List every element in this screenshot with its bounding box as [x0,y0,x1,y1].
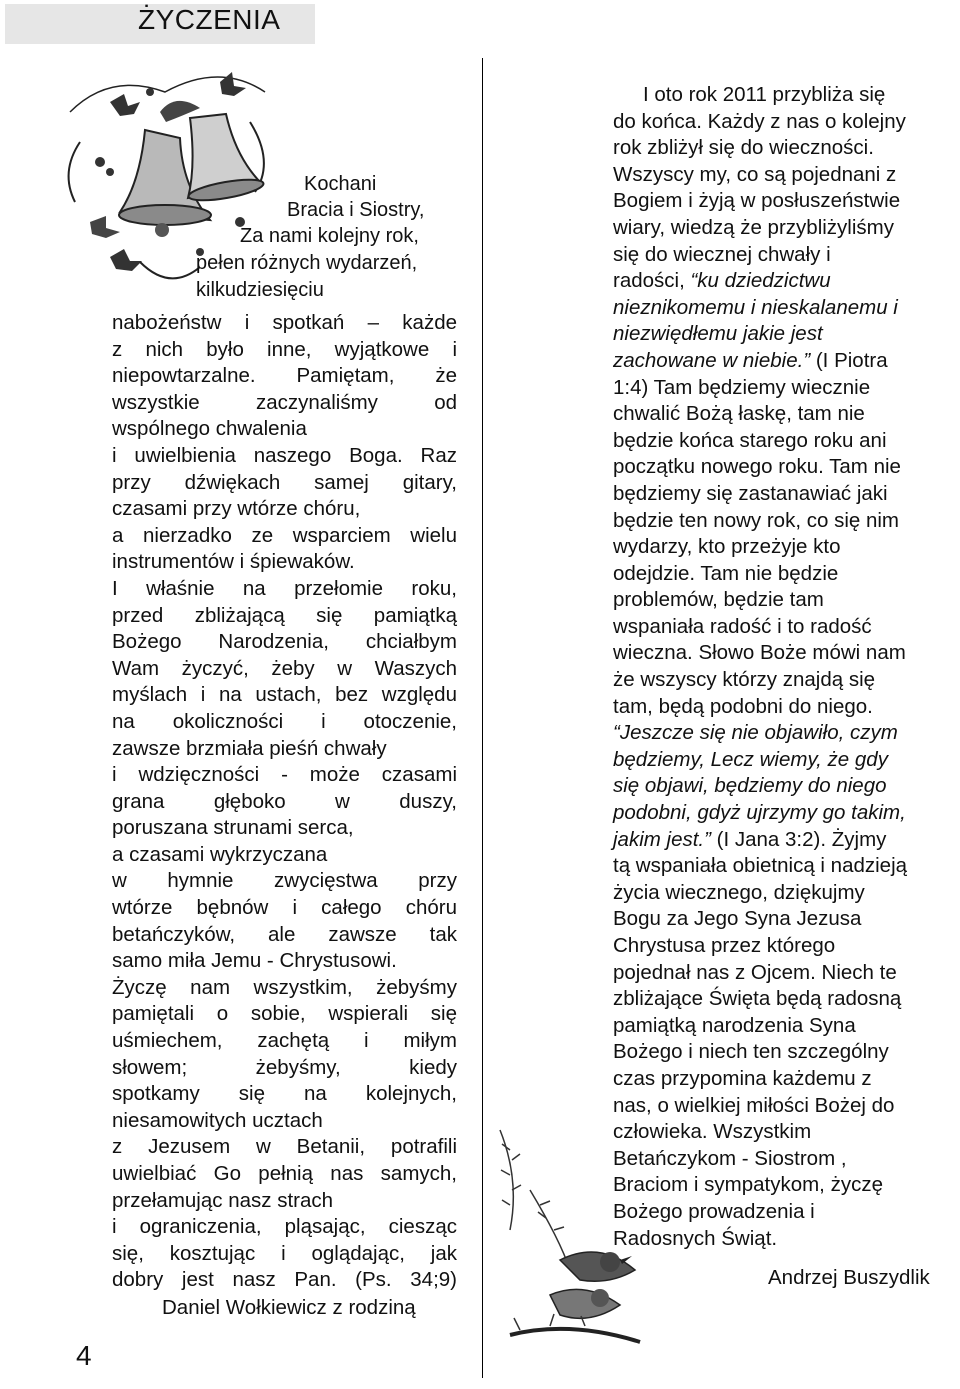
text-line: Bożego i niech ten szczególny [613,1040,889,1064]
left-signature: Daniel Wołkiewicz z rodziną [162,1296,416,1319]
quote-text: zachowane w niebie.” [613,348,811,372]
quote-text: jakim jest.” [613,827,711,851]
text-line: niepowtarzalne. Pamiętam, że [112,364,457,388]
greeting-line: Za nami kolejny rok, [240,225,419,247]
text-line: grana głęboko w duszy, [112,789,457,813]
text-line: życia wiecznego, dziękujmy [613,880,865,904]
right-column-text [613,82,956,1252]
text-line: się do wiecznej chwały i [613,242,831,266]
text-span: radości, [613,269,691,293]
text-line [613,720,956,747]
text-line: rok zbliżył się do wieczności. [613,136,874,160]
text-line: odejdzie. Tam nie będzie [613,561,839,585]
text-line: do końca. Każdy z nas o kolejny [613,109,906,133]
text-line: będzie końca starego roku ani [613,428,887,452]
text-line: Życzę nam wszystkim, żebyśmy [112,975,457,999]
quote-text: podobni, gdyż ujrzymy go takim, [613,801,906,825]
text-line: samo miła Jemu - Chrystusowi. [112,949,397,973]
text-line: czasami przy wtórze chóru, [112,497,361,521]
text-line: słowem; żebyśmy, kiedy [112,1055,457,1079]
text-line: Chrystusa przez którego [613,934,836,957]
greeting-line: kilkudziesięciu [196,279,324,301]
text-line: wiary, wiedzą że przybliżyliśmy [613,215,894,239]
text-span: (I Piotra [810,348,888,372]
text-line: zbliżające Święta będą radosną [613,987,902,1011]
text-line: Bożego prowadzenia i [613,1199,815,1223]
text-line: pamiątką narodzenia Syna [613,1013,856,1037]
quote-text: “ku dziedzictwu [690,269,831,293]
text-line: instrumentów i śpiewaków. [112,550,355,574]
text-line: Wam życzyć, żeby w Waszych [112,656,457,680]
text-line: nas, o wielkiej miłości Bożej do [613,1093,895,1117]
text-line: człowieka. Wszystkim [613,1120,812,1144]
text-line [613,268,956,295]
text-line: myślach i na ustach, bez względu [112,683,457,707]
text-line: Bożego Narodzenia, chciałbym [112,630,457,654]
text-line [613,295,956,322]
text-line: betańczyków, ale zawsze tak [112,922,457,946]
text-line: wszystkie zaczynaliśmy od [112,390,457,414]
text-line: tą wspaniała obietnicą i nadzieją [613,854,908,878]
column-divider [482,58,483,1378]
text-line [613,747,956,774]
text-line: a czasami wykrzyczana [112,842,328,866]
text-line: Wszyscy my, co są pojednani z [613,162,897,186]
text-span: (I Jana 3:2). Żyjmy [710,827,887,851]
birds-on-branch-icon [490,1120,650,1355]
text-line: będziemy się zastanawiać jaki [613,481,888,505]
right-signature: Andrzej Buszydlik [768,1266,930,1289]
page-title: ŻYCZENIA [138,4,281,35]
text-line [613,321,956,348]
greeting-line: Kochani [304,173,377,195]
text-line: zawsze brzmiała pieśń chwały [112,736,387,760]
quote-text: niezwiędłemu jakie jest [613,322,823,346]
left-column-text [112,310,457,1294]
text-line: dobry jest nasz Pan. (Ps. 34;9) [112,1268,457,1292]
text-line: nabożeństw i spotkań – każde [112,311,457,334]
text-line: przed zbliżającą się pamiątką [112,603,457,627]
text-line: 1:4) Tam będziemy wiecznie [613,375,871,399]
text-line: pamiętali o sobie, wspierali się [112,1002,457,1026]
text-line: I oto rok 2011 przybliża się [643,83,886,106]
text-line: a nierzadko ze wsparciem wielu [112,523,457,547]
text-line: i ograniczenia, pląsając, ciesząc [112,1215,457,1239]
text-line: będzie ten nowy rok, co się nim [613,508,899,532]
text-line: i wdzięczności - może czasami [112,763,457,787]
text-line: wtórze bębnów i całego chóru [112,896,457,920]
text-line: że wszyscy którzy znajdą się [613,668,876,692]
text-line [613,800,956,827]
text-line: poruszana strunami serca, [112,816,354,840]
text-line: tam, będą podobni do niego. [613,694,873,718]
text-line: czas przypomina każdemu z [613,1066,872,1090]
quote-text: się objawi, będziemy do niego [613,774,887,798]
text-line [613,773,956,800]
page-number: 4 [76,1340,92,1371]
text-line: Bogu za Jego Syna Jezusa [613,907,862,931]
text-line: niesamowitych ucztach [112,1108,323,1132]
text-line: Betańczykom - Siostrom , [613,1146,847,1170]
text-line: na okoliczności i otoczenie, [112,709,457,733]
text-line: uśmiechem, zachętą i miłym [112,1029,457,1053]
text-line: spotkamy się na kolejnych, [112,1082,457,1106]
quote-text: “Jeszcze się nie objawiło, czym [613,721,898,745]
text-line [613,827,956,854]
greeting-line: Bracia i Siostry, [287,199,425,221]
quote-text: nieznikomemu i nieskalanemu i [613,295,898,319]
text-line: Braciom i sympatykom, życzę [613,1173,883,1197]
text-line: i uwielbienia naszego Boga. Raz [112,443,457,467]
text-line: z nich było inne, wyjątkowe i [112,337,457,361]
text-line: początku nowego roku. Tam nie [613,455,901,479]
quote-text: będziemy, Lecz wiemy, że gdy [613,747,888,771]
text-line: wieczna. Słowo Boże mówi nam [613,641,906,665]
text-line: Bogiem i żyją w posłuszeństwie [613,189,901,213]
text-line: pojednał nas z Ojcem. Niech te [613,960,897,984]
text-line: się, kosztując i oglądając, jak [112,1241,457,1265]
text-line: z Jezusem w Betanii, potrafili [112,1135,457,1159]
text-line: Radosnych Świąt. [613,1226,778,1250]
text-line: wspaniała radość i to radość [613,614,872,638]
text-line: wspólnego chwalenia [112,417,307,441]
text-line: chwalić Bożą łaskę, tam nie [613,402,865,426]
greeting-line: pełen różnych wydarzeń, [196,252,418,274]
text-line: I właśnie na przełomie roku, [112,576,457,600]
text-line: wydarzy, kto przeżyje kto [613,535,841,559]
text-line: uwielbiać Go pełnią nas samych, [112,1162,457,1185]
text-line: w hymnie zwycięstwa przy [112,869,457,893]
text-line: przełamując nasz strach [112,1188,334,1212]
text-line: przy dźwiękach samej gitary, [112,470,457,494]
text-line: problemów, będzie tam [613,588,824,612]
text-line [613,348,956,375]
